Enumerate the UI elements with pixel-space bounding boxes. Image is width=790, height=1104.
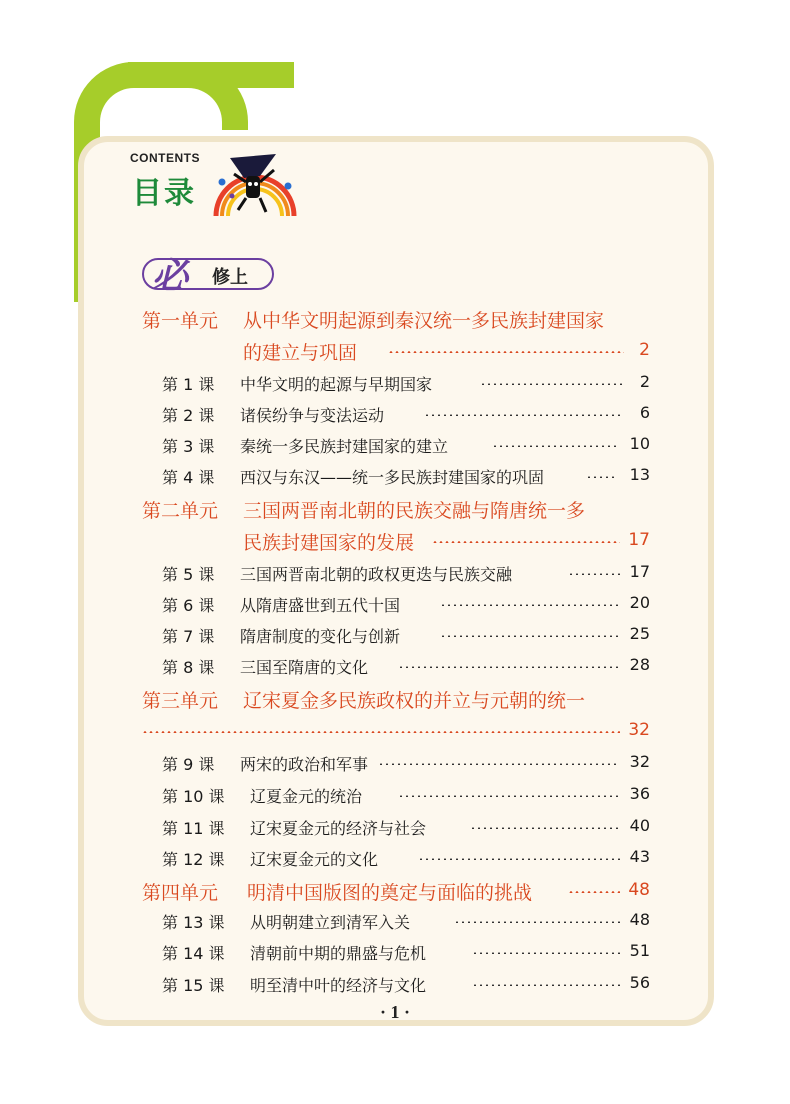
leader-dots [418, 858, 620, 860]
lesson-title[interactable]: 西汉与东汉——统一多民族封建国家的巩固 [240, 468, 545, 487]
page-number: 2 [639, 372, 650, 391]
lesson-title[interactable]: 从明朝建立到清军入关 [250, 913, 411, 932]
leader-dots [472, 952, 620, 954]
leader-dots [440, 635, 620, 637]
mascot-rainbow-illustration [210, 152, 302, 222]
lesson-label[interactable]: 第 15 课 [162, 976, 225, 995]
leader-dots [378, 763, 620, 765]
page-number: 32 [628, 720, 650, 740]
lesson-label[interactable]: 第 14 课 [162, 944, 225, 963]
unit-label[interactable]: 第一单元 [142, 310, 219, 332]
leader-dots [568, 573, 620, 575]
lesson-label[interactable]: 第 13 课 [162, 913, 225, 932]
lesson-label[interactable]: 第 7 课 [162, 627, 215, 646]
page-number: 20 [629, 593, 650, 612]
lesson-title[interactable]: 从隋唐盛世到五代十国 [240, 596, 401, 615]
contents-heading-cn: 目录 [132, 176, 196, 211]
lesson-label[interactable]: 第 3 课 [162, 437, 215, 456]
lesson-label[interactable]: 第 6 课 [162, 596, 215, 615]
lesson-title[interactable]: 秦统一多民族封建国家的建立 [240, 437, 449, 456]
page-number: 2 [639, 340, 650, 360]
section-tag-big-char: 必 [152, 256, 189, 297]
unit-label[interactable]: 第二单元 [142, 500, 219, 522]
leader-dots [472, 984, 620, 986]
lesson-label[interactable]: 第 5 课 [162, 565, 215, 584]
leader-dots [424, 414, 624, 416]
leader-dots [480, 383, 624, 385]
lesson-title[interactable]: 辽宋夏金元的经济与社会 [250, 819, 427, 838]
contents-heading-en: CONTENTS [130, 151, 200, 165]
page-number: 36 [629, 784, 650, 803]
lesson-label[interactable]: 第 1 课 [162, 375, 215, 394]
unit-title[interactable]: 从中华文明起源到秦汉统一多民族封建国家 [243, 310, 605, 332]
lesson-title[interactable]: 三国两晋南北朝的政权更迭与民族交融 [240, 565, 513, 584]
page-number: 56 [629, 973, 650, 992]
leader-dots [398, 795, 620, 797]
lesson-title[interactable]: 明至清中叶的经济与文化 [250, 976, 427, 995]
lesson-label[interactable]: 第 11 课 [162, 819, 225, 838]
unit-title[interactable]: 辽宋夏金多民族政权的并立与元朝的统一 [243, 690, 586, 712]
leader-dots [398, 666, 620, 668]
lesson-label[interactable]: 第 10 课 [162, 787, 225, 806]
page-number: 43 [629, 847, 650, 866]
leader-dots [568, 891, 620, 893]
page-number: 28 [629, 655, 650, 674]
page-number: 6 [639, 403, 650, 422]
lesson-title[interactable]: 诸侯纷争与变法运动 [240, 406, 385, 425]
section-tag-subtitle: 修上 [212, 267, 248, 288]
page-number: 48 [629, 910, 650, 929]
unit-title-continued[interactable]: 的建立与巩固 [243, 342, 358, 364]
lesson-title[interactable]: 两宋的政治和军事 [240, 755, 369, 774]
leader-dots [440, 604, 620, 606]
page-number: 13 [629, 465, 650, 484]
page-folio: · 1 · [379, 1002, 410, 1022]
page-number: 17 [629, 562, 650, 581]
leader-dots [492, 445, 616, 447]
page-number: 25 [629, 624, 650, 643]
lesson-label[interactable]: 第 4 课 [162, 468, 215, 487]
lesson-label[interactable]: 第 9 课 [162, 755, 215, 774]
unit-title[interactable]: 三国两晋南北朝的民族交融与隋唐统一多 [243, 500, 586, 522]
leader-dots [586, 476, 618, 478]
page-number: 17 [628, 530, 650, 550]
leader-dots [470, 827, 620, 829]
unit-title-continued[interactable]: 民族封建国家的发展 [243, 532, 415, 554]
unit-title[interactable]: 明清中国版图的奠定与面临的挑战 [247, 882, 533, 904]
lesson-label[interactable]: 第 12 课 [162, 850, 225, 869]
page-number: 32 [629, 752, 650, 771]
lesson-label[interactable]: 第 8 课 [162, 658, 215, 677]
lesson-title[interactable]: 三国至隋唐的文化 [240, 658, 369, 677]
leader-dots [432, 541, 620, 543]
unit-label[interactable]: 第四单元 [142, 882, 219, 904]
leader-dots [454, 921, 620, 923]
lesson-title[interactable]: 隋唐制度的变化与创新 [240, 627, 401, 646]
page-number: 51 [629, 941, 650, 960]
lesson-title[interactable]: 辽宋夏金元的文化 [250, 850, 379, 869]
unit-label[interactable]: 第三单元 [142, 690, 219, 712]
lesson-title[interactable]: 中华文明的起源与早期国家 [240, 375, 433, 394]
lesson-title[interactable]: 清朝前中期的鼎盛与危机 [250, 944, 427, 963]
lesson-title[interactable]: 辽夏金元的统治 [250, 787, 363, 806]
leader-dots [142, 731, 620, 733]
page-number: 48 [628, 880, 650, 900]
lesson-label[interactable]: 第 2 课 [162, 406, 215, 425]
page-number: 40 [629, 816, 650, 835]
page-number: 10 [629, 434, 650, 453]
leader-dots [388, 351, 624, 353]
